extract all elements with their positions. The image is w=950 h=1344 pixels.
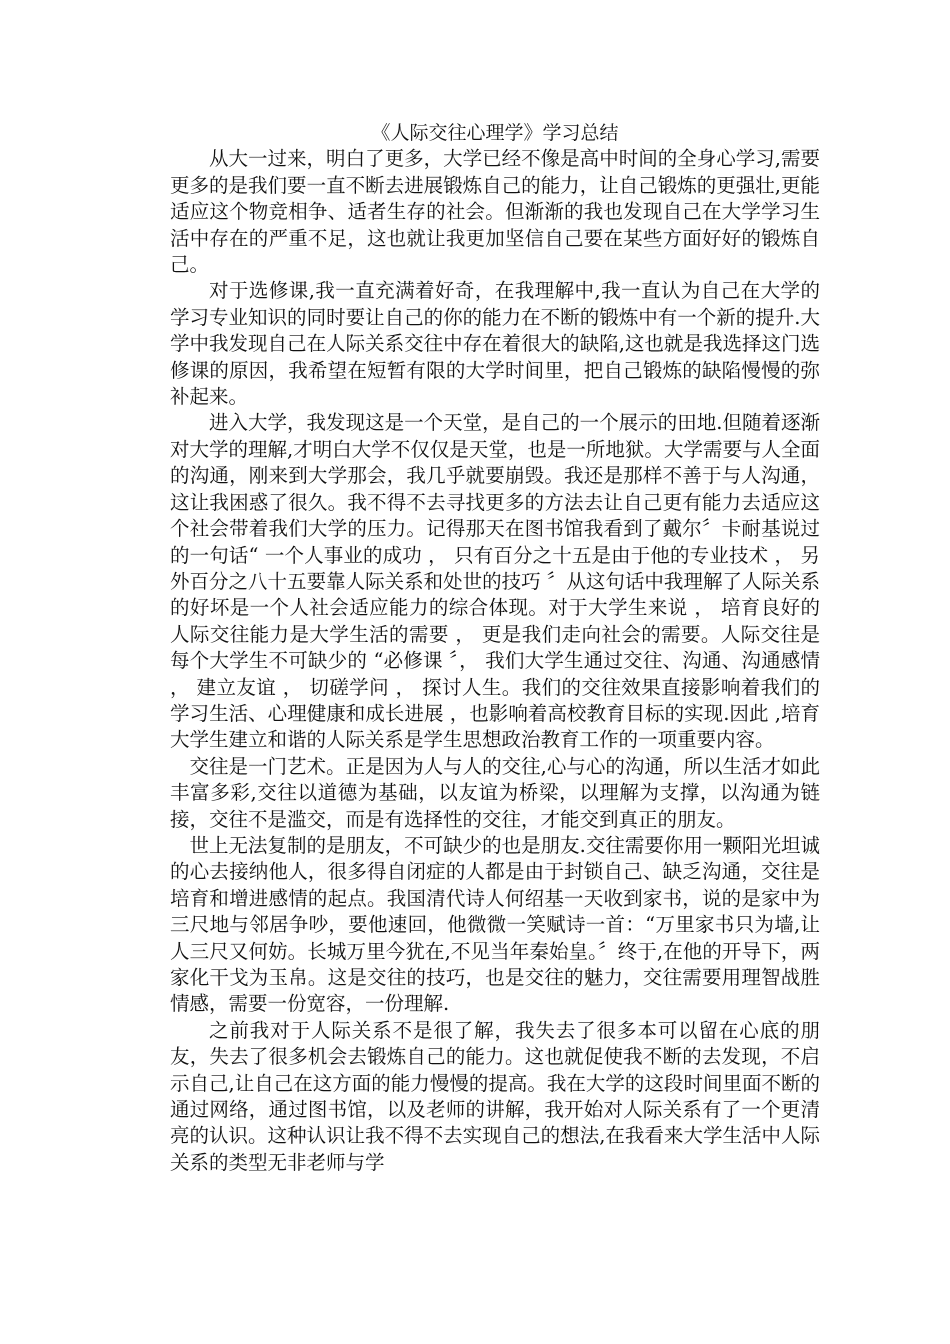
document-page <box>170 120 820 1176</box>
paragraph-2: 对于选修课,我一直充满着好奇，在我理解中,我一直认为自己在大学的学习专业知识的同时要让自己的你的能力在不断的锻炼中有一个新的提升.大学中我发现自己在人际关系交往中存在着很大的缺陷,这也就是我选择这门选修课的原因，我希望在短暂有限的大学时间里，把自己锻炼的缺陷慢慢的弥补起来。 <box>170 279 820 409</box>
paragraph-1: 从大一过来，明白了更多，大学已经不像是高中时间的全身心学习,需要更多的是我们要一直不断去进展锻炼自己的能力，让自己锻炼的更强壮,更能适应这个物竞相争、适者生存的社会。但渐渐的我也发现自己在大学学习生活中存在的严重不足，这也就让我更加坚信自己要在某些方面好好的锻炼自己。 <box>170 147 820 277</box>
paragraph-5: 世上无法复制的是朋友，不可缺少的也是朋友.交往需要你用一颗阳光坦诚的心去接纳他人，很多得自闭症的人都是由于封锁自己、缺乏沟通，交往是培育和增进感情的起点。我国清代诗人何绍基一天收到家书，说的是家中为三尺地与邻居争吵，要他速回，他微微一笑赋诗一首：“万里家书只为墙,让人三尺又何妨。长城万里今犹在,不见当年秦始皇。〞终于,在他的开导下，两家化干戈为玉帛。这是交往的技巧，也是交往的魅力，交往需要用理智战胜情感，需要一份宽容，一份理解. <box>170 833 820 1016</box>
paragraph-6: 之前我对于人际关系不是很了解，我失去了很多本可以留在心底的朋友，失去了很多机会去锻炼自己的能力。这也就促使我不断的去发现，不启示自己,让自己在这方面的能力慢慢的提高。我在大学的这段时间里面不断的通过网络，通过图书馆，以及老师的讲解，我开始对人际关系有了一个更清亮的认识。这种认识让我不得不去实现自己的想法,在我看来大学生活中人际关系的类型无非老师与学 <box>170 1018 820 1174</box>
paragraph-3: 进入大学，我发现这是一个天堂，是自己的一个展示的田地.但随着逐渐对大学的理解,才明白大学不仅仅是天堂，也是一所地狱。大学需要与人全面的沟通，刚来到大学那会，我几乎就要崩毁。我还是那样不善于与人沟通，这让我困惑了很久。我不得不去寻找更多的方法去让自己更有能力去适应这个社会带着我们大学的压力。记得那天在图书馆我看到了戴尔〞卡耐基说过的一句话“ 一个人事业的成功 ， 只有百分之十五是由于他的专业技术 ， 另外百分之八十五要靠人际关系和处世的技巧 〞从这句话中我理解了人际关系的好坏是一个人社会适应能力的综合体现。对于大学生来说 ， 培育良好的人际交往能力是大学生活的需要 ， 更是我们走向社会的需要。人际交往是每个大学生不可缺少的 “必修课 〞， 我们大学生通过交往、沟通、沟通感情 ， 建立友谊 ， 切磋学问 ， 探讨人生。我们的交往效果直接影响着我们的学习生活、心理健康和成长进展 ，也影响着高校教育目标的实现.因此 ,培育大学生建立和谐的人际关系是学生思想政治教育工作的一项重要内容。 <box>170 411 820 752</box>
document-title: 《人际交往心理学》学习总结 <box>371 122 619 144</box>
paragraph-4: 交往是一门艺术。正是因为人与人的交往,心与心的沟通，所以生活才如此丰富多彩,交往以道德为基础，以友谊为桥梁，以理解为支撑，以沟通为链接，交往不是滥交，而是有选择性的交往，才能交到真正的朋友。 <box>170 754 820 831</box>
